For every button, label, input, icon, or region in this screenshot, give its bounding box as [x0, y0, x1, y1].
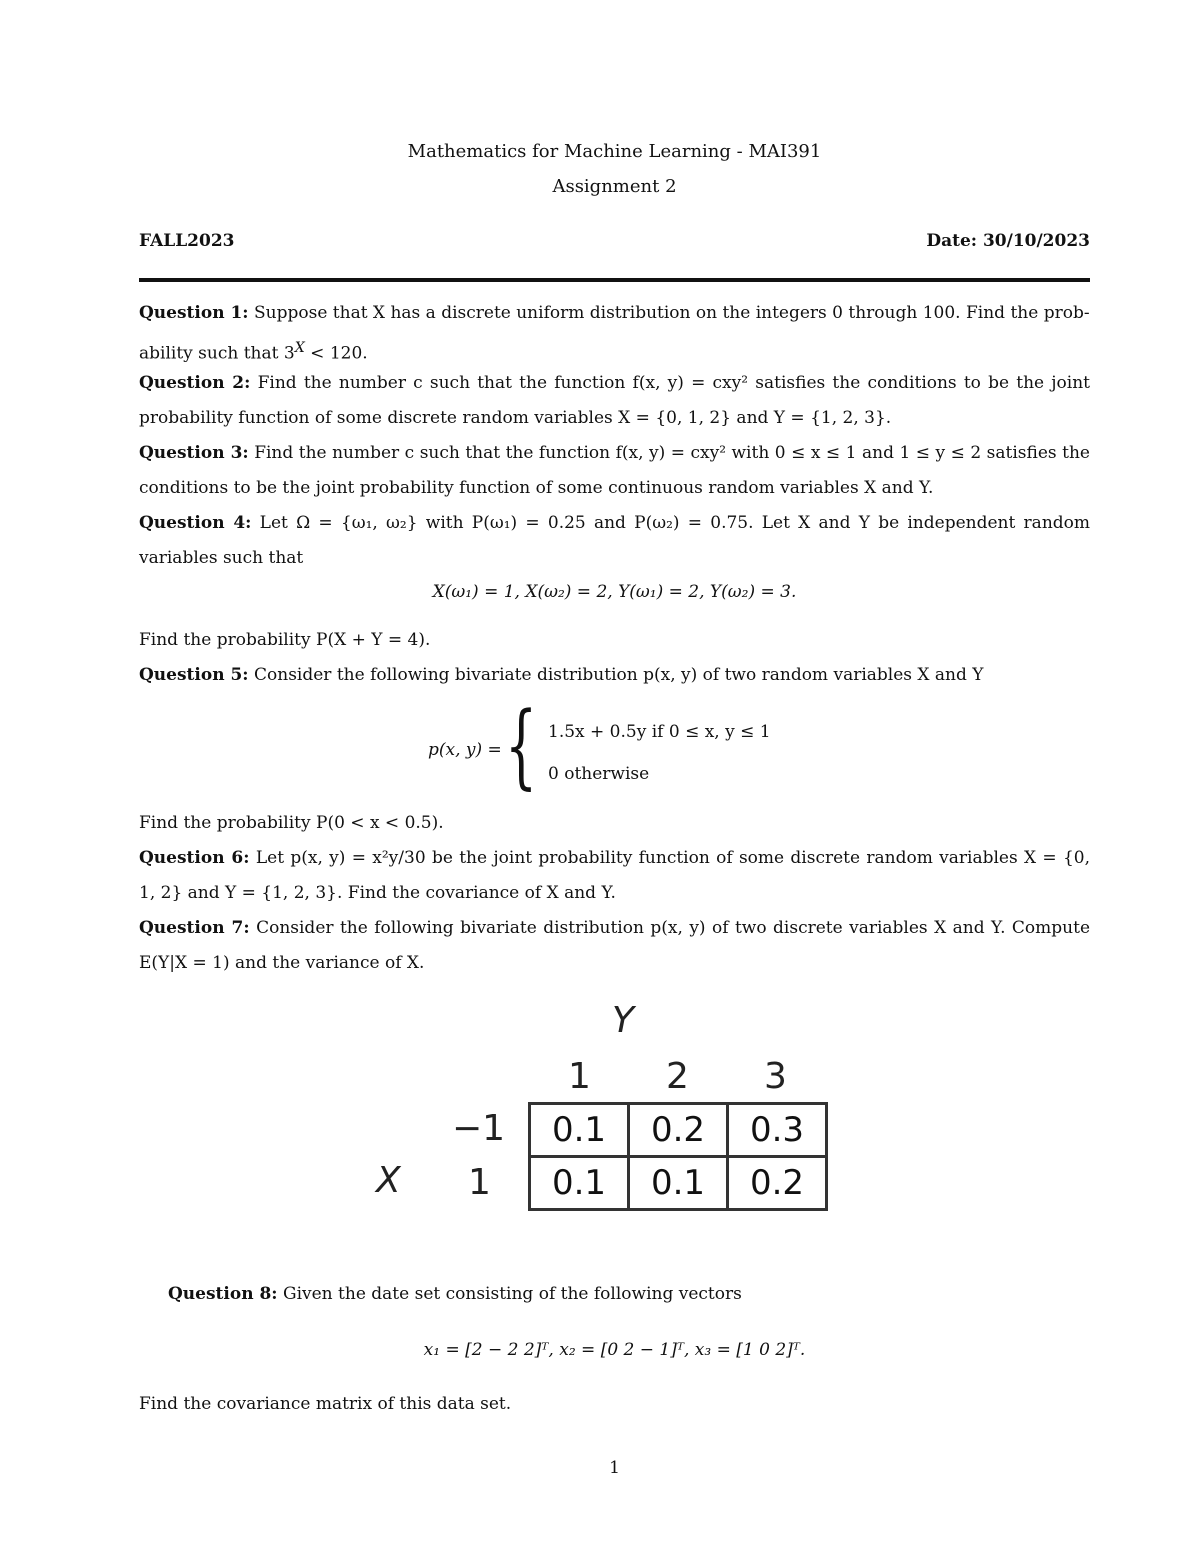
question-6-text: Let p(x, y) = x²y/30 be the joint probability function of some discrete random variables X = {0, 1, 2} and Y = {1, 2, 3}. Find the covariance of X and Y.	[139, 848, 1091, 903]
question-5	[139, 658, 1090, 693]
table-y-label: Y	[612, 1000, 634, 1041]
table-row	[530, 1104, 827, 1157]
joint-distribution-table	[340, 1000, 860, 1230]
question-1-label: Question 1:	[139, 303, 249, 323]
question-4-display-equation: X(ω₁) = 1, X(ω₂) = 2, Y(ω₁) = 2, Y(ω₂) = 3.	[432, 582, 797, 602]
table-x-value: 1	[468, 1162, 491, 1203]
header-rule	[139, 278, 1090, 282]
question-4-find: Find the probability P(X + Y = 4).	[139, 630, 431, 650]
question-1-text: Suppose that X has a discrete uniform distribution on the integers 0 through 100. Find the prob-	[254, 303, 1090, 323]
question-2	[139, 366, 1090, 436]
question-1-text-end: < 120.	[304, 343, 368, 364]
question-5-case-1: 1.5x + 0.5y if 0 ≤ x, y ≤ 1	[548, 722, 771, 742]
question-7-label: Question 7:	[139, 918, 250, 938]
date-label: Date: 30/10/2023	[926, 231, 1090, 251]
question-4	[139, 506, 1090, 576]
question-4-text: Let Ω = {ω₁, ω₂} with P(ω₁) = 0.25 and P(ω₂) = 0.75. Let X and Y be independent random variables such that	[139, 513, 1090, 568]
question-6-label: Question 6:	[139, 848, 250, 868]
question-5-find: Find the probability P(0 < x < 0.5).	[139, 813, 444, 833]
term-label: FALL2023	[139, 231, 235, 251]
question-3-text: Find the number c such that the function f(x, y) = cxy² with 0 ≤ x ≤ 1 and 1 ≤ y ≤ 2 satisfies the conditions to be the joint probability function of some continuous random variables X and Y.	[139, 443, 1090, 498]
question-8-text: Given the date set consisting of the following vectors	[283, 1284, 742, 1304]
question-8	[168, 1277, 1088, 1312]
question-5-case-2: 0 otherwise	[548, 764, 650, 784]
question-7-text: Consider the following bivariate distribution p(x, y) of two discrete variables X and Y. Compute E(Y|X = 1) and the variance of X.	[139, 918, 1091, 973]
question-3-label: Question 3:	[139, 443, 249, 463]
table-cell: 0.2	[728, 1157, 827, 1210]
question-3	[139, 436, 1090, 506]
table-row	[530, 1157, 827, 1210]
question-6	[139, 841, 1090, 911]
question-5-text: Consider the following bivariate distribution p(x, y) of two random variables X and Y	[254, 665, 984, 685]
table-y-value: 2	[666, 1056, 689, 1097]
assignment-subtitle: Assignment 2	[552, 176, 677, 197]
table-cell: 0.3	[728, 1104, 827, 1157]
probability-grid	[528, 1102, 828, 1211]
table-x-value: −1	[452, 1108, 506, 1149]
question-1-text-cont: ability such that 3	[139, 343, 295, 364]
question-7	[139, 911, 1090, 981]
question-2-text: Find the number c such that the function f(x, y) = cxy² satisfies the conditions to be the joint probability function of some discrete random variables X = {0, 1, 2} and Y = {1, 2, 3}.	[139, 373, 1091, 428]
question-5-label: Question 5:	[139, 665, 249, 685]
question-8-label: Question 8:	[168, 1284, 278, 1304]
table-cell: 0.1	[629, 1157, 728, 1210]
page-number: 1	[609, 1458, 620, 1478]
question-2-label: Question 2:	[139, 373, 251, 393]
table-y-value: 1	[568, 1056, 591, 1097]
question-4-label: Question 4:	[139, 513, 252, 533]
question-5-lhs: p(x, y) =	[428, 740, 502, 760]
table-cell: 0.2	[629, 1104, 728, 1157]
document-title: Mathematics for Machine Learning - MAI391	[407, 141, 822, 162]
question-8-find: Find the covariance matrix of this data set.	[139, 1394, 512, 1414]
piecewise-brace: {	[505, 692, 538, 799]
question-1-exponent: X	[294, 340, 305, 356]
table-y-value: 3	[764, 1056, 787, 1097]
table-cell: 0.1	[530, 1157, 629, 1210]
table-x-label: X	[376, 1160, 401, 1201]
question-8-display-vectors: x₁ = [2 − 2 2]ᵀ, x₂ = [0 2 − 1]ᵀ, x₃ = [1 0 2]ᵀ.	[423, 1340, 806, 1360]
table-cell: 0.1	[530, 1104, 629, 1157]
question-1	[139, 296, 1090, 372]
